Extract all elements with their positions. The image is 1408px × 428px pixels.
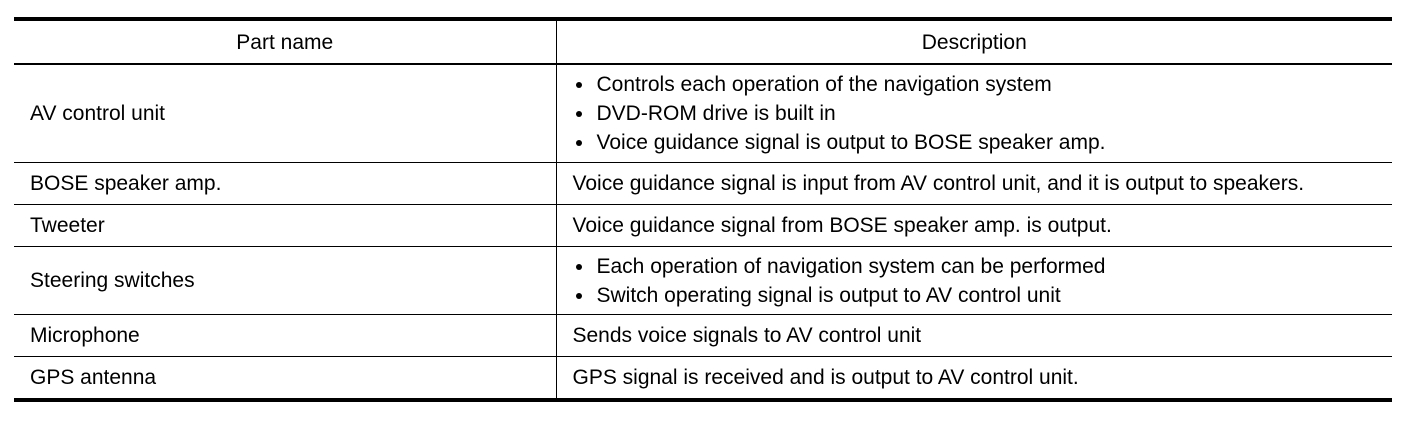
description-cell: Sends voice signals to AV control unit — [572, 324, 922, 347]
description-cell — [556, 247, 1392, 315]
bullet-item: Switch operating signal is output to AV control unit — [573, 281, 1393, 310]
description-cell: GPS signal is received and is output to AV control unit. — [572, 366, 1079, 389]
header-part-name: Part name — [14, 19, 556, 64]
part-name-cell: AV control unit — [14, 64, 556, 163]
parts-description-table — [14, 17, 1392, 402]
bullet-item: Voice guidance signal is output to BOSE speaker amp. — [573, 128, 1393, 157]
table-row — [14, 205, 1392, 247]
table-row — [14, 163, 1392, 205]
bullet-item: DVD-ROM drive is built in — [573, 99, 1393, 128]
header-description: Description — [921, 30, 1027, 54]
part-name-cell: Steering switches — [14, 247, 556, 315]
table-row — [14, 64, 1392, 163]
bullet-item: Controls each operation of the navigation system — [573, 70, 1393, 99]
bullet-list — [573, 70, 1393, 157]
description-cell: Voice guidance signal is input from AV control unit, and it is output to speakers. — [572, 172, 1305, 195]
part-name-cell: Tweeter — [14, 205, 556, 247]
description-cell: Voice guidance signal from BOSE speaker amp. is output. — [572, 214, 1112, 237]
part-name-cell: BOSE speaker amp. — [14, 163, 556, 205]
table-header-row — [14, 19, 1392, 64]
description-cell — [556, 64, 1392, 163]
table-row — [14, 247, 1392, 315]
table-row — [14, 315, 1392, 357]
table-row — [14, 357, 1392, 401]
bullet-item: Each operation of navigation system can be performed — [573, 252, 1393, 281]
part-name-cell: Microphone — [14, 315, 556, 357]
bullet-list — [573, 252, 1393, 310]
part-name-cell: GPS antenna — [14, 357, 556, 401]
